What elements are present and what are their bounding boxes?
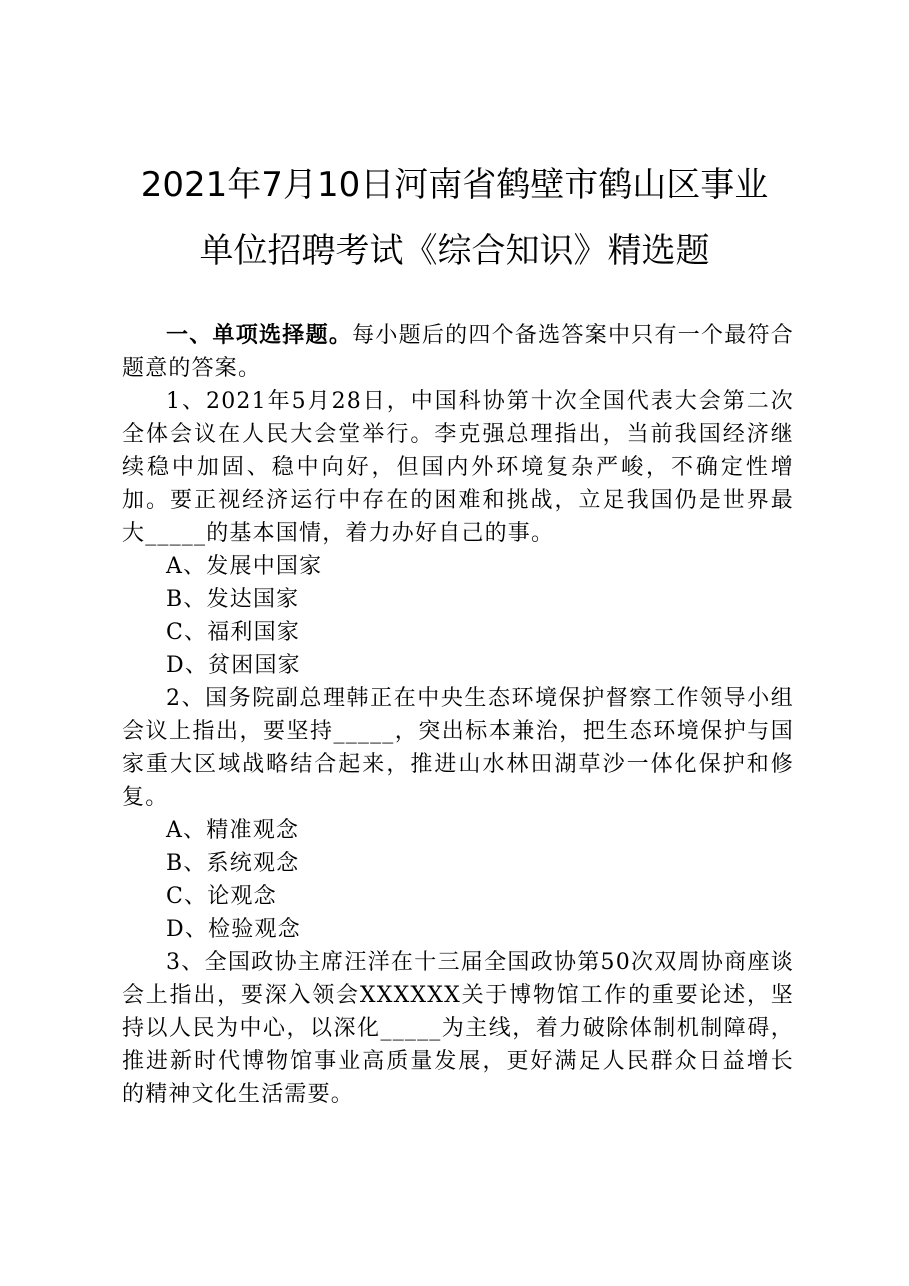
- document-body: [122, 319, 794, 1111]
- question-1-option-c: C、福利国家: [166, 620, 301, 645]
- question-2-option-a: A、精准观念: [166, 818, 300, 843]
- section-instruction: 每小题后的四个备选答案中只有一个最符合题意的答案。: [122, 323, 794, 381]
- question-2-option-b: B、系统观念: [166, 851, 300, 876]
- question-2-option-c: C、论观念: [166, 884, 277, 909]
- title-line-2: 单位招聘考试《综合知识》精选题: [199, 231, 710, 271]
- question-2-text: 2、国务院副总理韩正在中央生态环境保护督察工作领导小组会议上指出，要坚持_____，突出标本兼治，把生态环境保护与国家重大区域战略结合起来，推进山水林田湖草沙一体化保护和修复。: [122, 686, 794, 810]
- section-label: 一、单项选择题。: [166, 323, 353, 348]
- question-3-text: 3、全国政协主席汪洋在十三届全国政协第50次双周协商座谈会上指出，要深入领会XXXXXX关于博物馆工作的重要论述，坚持以人民为中心，以深化_____为主线，着力破除体制机制障碍，推进新时代博物馆事业高质量发展，更好满足人民群众日益增长的精神文化生活需要。: [122, 950, 794, 1107]
- section-intro: [122, 319, 794, 385]
- document-title: [0, 152, 909, 284]
- question-1-option-d: D、贫困国家: [166, 653, 301, 678]
- question-2-option-d: D、检验观念: [166, 917, 301, 942]
- question-1-text: 1、2021年5月28日，中国科协第十次全国代表大会第二次全体会议在人民大会堂举行。李克强总理指出，当前我国经济继续稳中加固、稳中向好，但国内外环境复杂严峻，不确定性增加。要正视经济运行中存在的困难和挑战，立足我国仍是世界最大_____的基本国情，着力办好自己的事。: [122, 389, 794, 546]
- question-1-option-a: A、发展中国家: [166, 554, 323, 579]
- title-line-1: 2021年7月10日河南省鹤壁市鹤山区事业: [140, 165, 769, 205]
- question-1-option-b: B、发达国家: [166, 587, 300, 612]
